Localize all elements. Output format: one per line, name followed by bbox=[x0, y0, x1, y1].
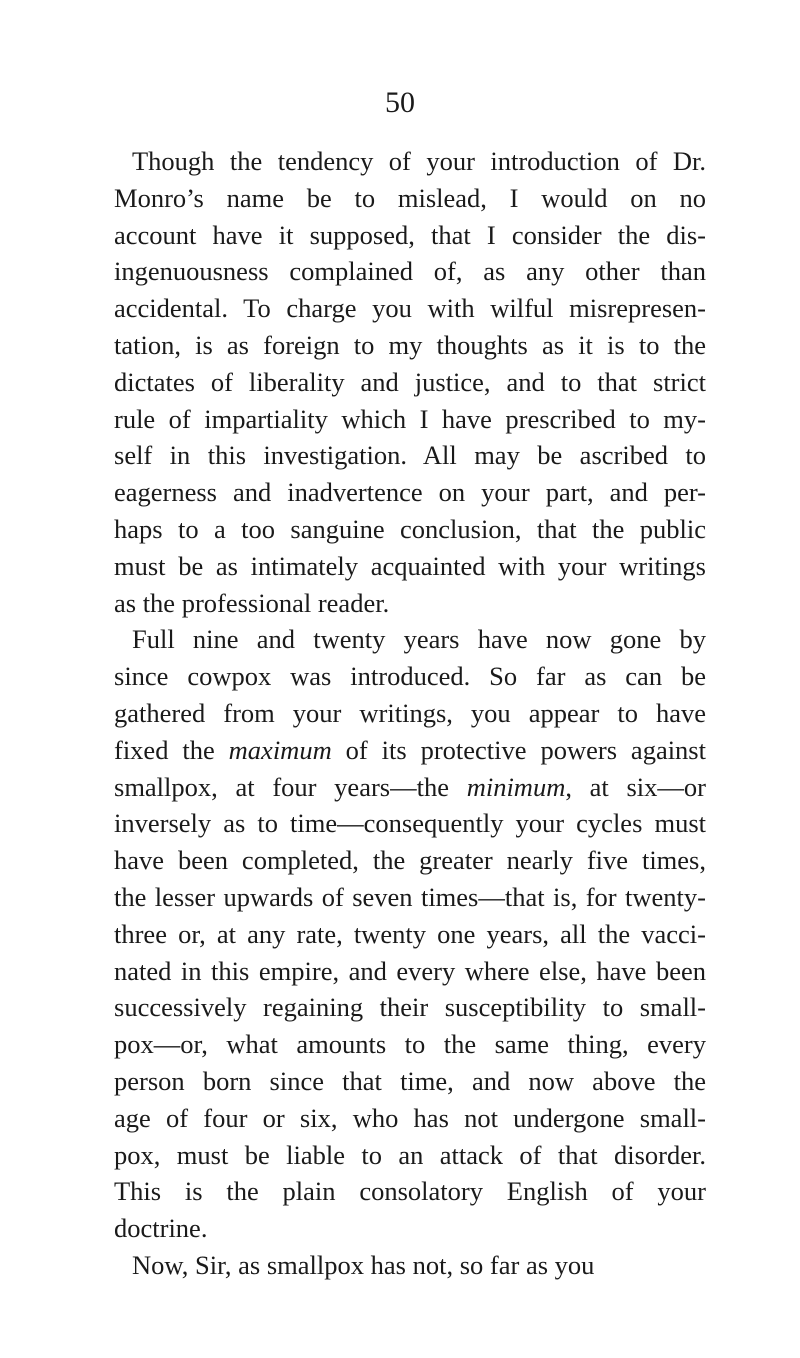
text-line: nated in this empire, and every where else, have been bbox=[114, 955, 706, 986]
body-text bbox=[114, 143, 706, 1284]
text-line: have been completed, the greater nearly five times, bbox=[114, 845, 706, 876]
text-line: must be as intimately acquainted with your writings bbox=[114, 550, 706, 581]
text-line: doctrine. bbox=[114, 1213, 208, 1244]
text-line: Now, Sir, as smallpox has not, so far as you bbox=[132, 1249, 595, 1280]
text-line: tation, is as foreign to my thoughts as it is to the bbox=[114, 329, 706, 360]
text-line: This is the plain consolatory English of your bbox=[114, 1176, 706, 1207]
page-number: 50 bbox=[385, 86, 415, 119]
text-line: ingenuousness complained of, as any other than bbox=[114, 256, 706, 287]
text-line: successively regaining their susceptibility to small- bbox=[114, 992, 706, 1023]
text-line: gathered from your writings, you appear to have bbox=[114, 697, 706, 728]
text-line: Though the tendency of your introduction of Dr. bbox=[132, 146, 706, 176]
text-line: Monro’s name be to mislead, I would on no bbox=[114, 182, 706, 213]
text-line: the lesser upwards of seven times—that is, for twenty- bbox=[114, 881, 706, 912]
text-line: pox, must be liable to an attack of that disorder. bbox=[114, 1139, 706, 1170]
text-line: eagerness and inadvertence on your part, and per- bbox=[114, 477, 706, 508]
text-line: inversely as to time—consequently your cycles must bbox=[114, 808, 706, 839]
text-line: fixed the maximum of its protective powers against bbox=[114, 734, 706, 765]
text-line: smallpox, at four years—the minimum, at six—or bbox=[114, 771, 706, 802]
text-line: as the professional reader. bbox=[114, 587, 390, 618]
text-line: three or, at any rate, twenty one years, all the vacci- bbox=[114, 918, 706, 949]
text-line: rule of impartiality which I have prescribed to my- bbox=[114, 403, 706, 434]
text-line: dictates of liberality and justice, and to that strict bbox=[114, 366, 706, 397]
text-line: person born since that time, and now above the bbox=[114, 1065, 706, 1096]
text-line: since cowpox was introduced. So far as can be bbox=[114, 661, 706, 692]
text-line: haps to a too sanguine conclusion, that the public bbox=[114, 513, 706, 544]
text-line: age of four or six, who has not undergone small- bbox=[114, 1102, 706, 1133]
text-line: Full nine and twenty years have now gone by bbox=[132, 624, 706, 655]
text-line: self in this investigation. All may be ascribed to bbox=[114, 440, 706, 471]
text-line: account have it supposed, that I consider the dis- bbox=[114, 219, 706, 250]
text-line: pox—or, what amounts to the same thing, every bbox=[114, 1029, 706, 1060]
text-line: accidental. To charge you with wilful misrepresen- bbox=[114, 293, 706, 324]
